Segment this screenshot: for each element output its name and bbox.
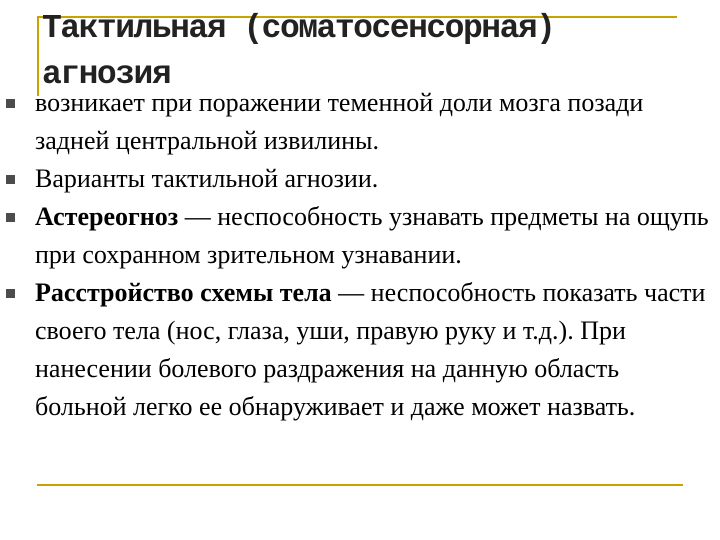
bullet-item-astereognosis	[0, 198, 720, 274]
square-bullet-icon	[6, 175, 15, 184]
bullet-text: Варианты тактильной агнозии.	[35, 164, 379, 193]
bullet-text: возникает при поражении теменной доли мозга позади задней центральной извилины.	[35, 88, 644, 155]
square-bullet-icon	[6, 213, 15, 222]
bullet-term: Астереогноз	[35, 202, 179, 231]
bullet-item-body-schema	[0, 274, 720, 426]
square-bullet-icon	[6, 289, 15, 298]
bullet-text: — неспособность показать части своего тела (нос, глаза, уши, правую руку и т.д.). При нанесении болевого раздражения на данную область больной легко ее обнаруживает и даже может назвать.	[35, 278, 706, 421]
slide-title: Тактильная (соматосенсорная) агнозия	[42, 10, 555, 93]
bullet-term: Расстройство схемы тела	[35, 278, 332, 307]
bullet-item-variants	[0, 160, 720, 198]
bottom-rule	[37, 484, 683, 486]
bullet-text: — неспособность узнавать предметы на ощупь при сохранном зрительном узнавании.	[35, 202, 709, 269]
bullet-list	[0, 84, 720, 426]
bullet-item-location	[0, 84, 720, 160]
square-bullet-icon	[6, 99, 15, 108]
